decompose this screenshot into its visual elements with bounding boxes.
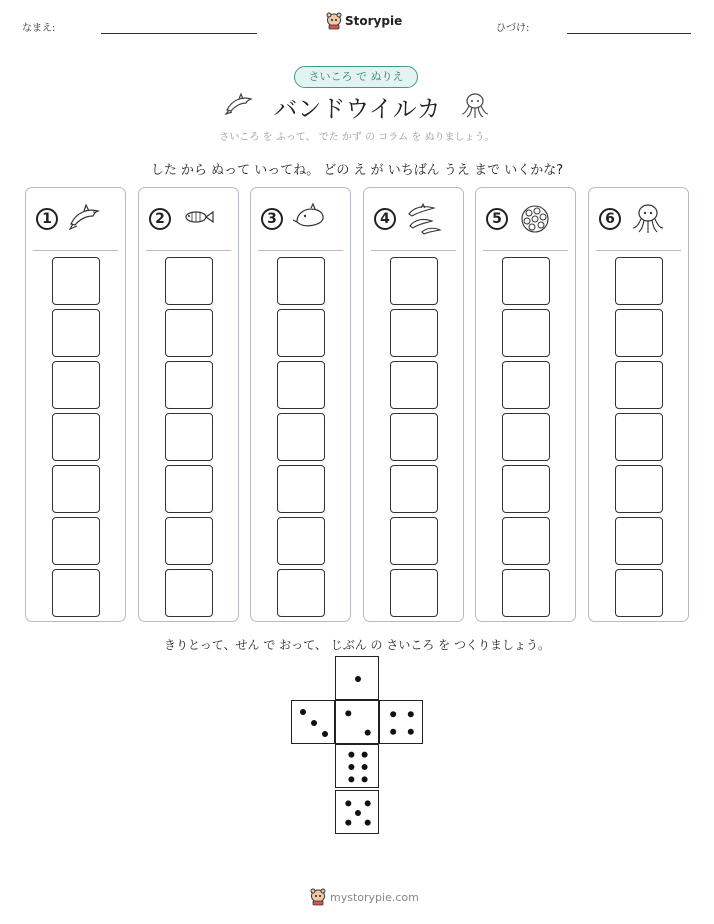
color-cell[interactable] — [615, 361, 663, 409]
column-cells — [277, 257, 325, 621]
name-line[interactable] — [101, 33, 257, 34]
color-cell[interactable] — [277, 465, 325, 513]
color-cell[interactable] — [390, 257, 438, 305]
dice-pips-icon — [336, 701, 380, 745]
color-cell[interactable] — [502, 413, 550, 461]
color-cell[interactable] — [502, 361, 550, 409]
pip — [345, 800, 351, 806]
color-cell[interactable] — [615, 413, 663, 461]
column-3 — [250, 187, 351, 622]
dice-pips-icon — [380, 701, 424, 745]
brand-name: Storypie — [345, 14, 403, 28]
color-cell[interactable] — [165, 465, 213, 513]
column-header — [599, 202, 667, 236]
dolphin-head-icon — [293, 202, 329, 236]
color-cell[interactable] — [277, 361, 325, 409]
color-cell[interactable] — [502, 257, 550, 305]
column-number: 6 — [599, 208, 621, 230]
color-cell[interactable] — [390, 309, 438, 357]
dice-pips-icon — [336, 791, 380, 835]
pip — [300, 709, 306, 715]
color-cell[interactable] — [165, 517, 213, 565]
plankton-icon — [518, 202, 554, 236]
color-cell[interactable] — [390, 465, 438, 513]
cutout-instruction: きりとって、せん で おって、 じぶん の さいころ を つくりましょう。 — [164, 638, 550, 652]
pip — [362, 764, 368, 770]
die-face-1 — [335, 656, 379, 700]
color-cell[interactable] — [615, 569, 663, 617]
color-cell[interactable] — [615, 309, 663, 357]
column-cells — [390, 257, 438, 621]
color-cell[interactable] — [277, 413, 325, 461]
color-cell[interactable] — [52, 517, 100, 565]
pip — [348, 776, 354, 782]
footer-url: mystorypie.com — [330, 890, 419, 904]
column-4 — [363, 187, 464, 622]
dice-pips-icon — [336, 745, 380, 789]
pip — [365, 800, 371, 806]
column-2 — [138, 187, 239, 622]
column-divider — [596, 250, 681, 251]
storypie-mascot-icon — [326, 12, 342, 30]
color-cell[interactable] — [277, 309, 325, 357]
pip — [345, 820, 351, 826]
die-face-3 — [291, 700, 335, 744]
column-header — [261, 202, 329, 236]
date-line[interactable] — [567, 33, 691, 34]
column-header — [486, 202, 554, 236]
column-cells — [615, 257, 663, 621]
column-header — [36, 202, 104, 236]
color-cell[interactable] — [277, 517, 325, 565]
pip — [348, 752, 354, 758]
pip — [408, 729, 414, 735]
footer — [310, 888, 419, 906]
pip — [322, 731, 328, 737]
column-cells — [52, 257, 100, 621]
dice-pips-icon — [336, 657, 380, 701]
color-cell[interactable] — [390, 413, 438, 461]
color-cell[interactable] — [502, 569, 550, 617]
column-number: 4 — [374, 208, 396, 230]
column-header — [374, 202, 442, 236]
date-label: ひづけ: — [496, 23, 530, 34]
color-cell[interactable] — [615, 257, 663, 305]
squid-icon — [460, 92, 490, 120]
pip — [355, 676, 361, 682]
page-title: バンドウイルカ — [273, 95, 441, 123]
color-cell[interactable] — [165, 257, 213, 305]
dice-pips-icon — [292, 701, 336, 745]
color-cell[interactable] — [165, 413, 213, 461]
activity-badge: さいころ で ぬりえ — [294, 66, 418, 88]
color-cell[interactable] — [165, 309, 213, 357]
column-5 — [475, 187, 576, 622]
column-number: 3 — [261, 208, 283, 230]
instruction-text: した から ぬって いってね。 どの え が いちばん うえ まで いくかな? — [150, 163, 564, 178]
pip — [390, 729, 396, 735]
pip — [365, 820, 371, 826]
brand-logo — [326, 12, 402, 30]
column-cells — [502, 257, 550, 621]
column-header — [149, 202, 217, 236]
color-cell[interactable] — [165, 569, 213, 617]
pip — [362, 776, 368, 782]
column-divider — [146, 250, 231, 251]
column-divider — [33, 250, 118, 251]
dolphins-group-icon — [406, 202, 442, 236]
column-divider — [371, 250, 456, 251]
color-cell[interactable] — [52, 413, 100, 461]
column-divider — [483, 250, 568, 251]
color-cell[interactable] — [52, 569, 100, 617]
color-cell[interactable] — [165, 361, 213, 409]
color-cell[interactable] — [52, 465, 100, 513]
color-cell[interactable] — [390, 361, 438, 409]
pip — [365, 730, 371, 736]
color-cell[interactable] — [615, 465, 663, 513]
column-number: 5 — [486, 208, 508, 230]
color-cell[interactable] — [502, 465, 550, 513]
color-cell[interactable] — [52, 257, 100, 305]
die-face-6 — [335, 744, 379, 788]
color-cell[interactable] — [277, 569, 325, 617]
name-label: なまえ: — [22, 23, 56, 34]
storypie-mascot-icon — [310, 888, 326, 906]
dolphin-icon — [68, 202, 104, 236]
color-cell[interactable] — [502, 309, 550, 357]
color-cell[interactable] — [390, 517, 438, 565]
color-cell[interactable] — [277, 257, 325, 305]
column-number: 1 — [36, 208, 58, 230]
pip — [362, 752, 368, 758]
pip — [311, 720, 317, 726]
color-cell[interactable] — [52, 309, 100, 357]
column-cells — [165, 257, 213, 621]
subtitle: さいころ を ふって、 でた かず の コラム を ぬりましょう。 — [219, 132, 495, 143]
color-cell[interactable] — [52, 361, 100, 409]
die-face-2 — [335, 700, 379, 744]
pip — [345, 710, 351, 716]
pip — [355, 810, 361, 816]
color-cell[interactable] — [390, 569, 438, 617]
fish-icon — [181, 202, 217, 236]
pip — [408, 711, 414, 717]
column-1 — [25, 187, 126, 622]
squid-icon — [631, 202, 667, 236]
column-number: 2 — [149, 208, 171, 230]
pip — [348, 764, 354, 770]
color-cell[interactable] — [502, 517, 550, 565]
pip — [390, 711, 396, 717]
column-6 — [588, 187, 689, 622]
die-face-5 — [335, 790, 379, 834]
die-face-4 — [379, 700, 423, 744]
color-cell[interactable] — [615, 517, 663, 565]
column-divider — [258, 250, 343, 251]
